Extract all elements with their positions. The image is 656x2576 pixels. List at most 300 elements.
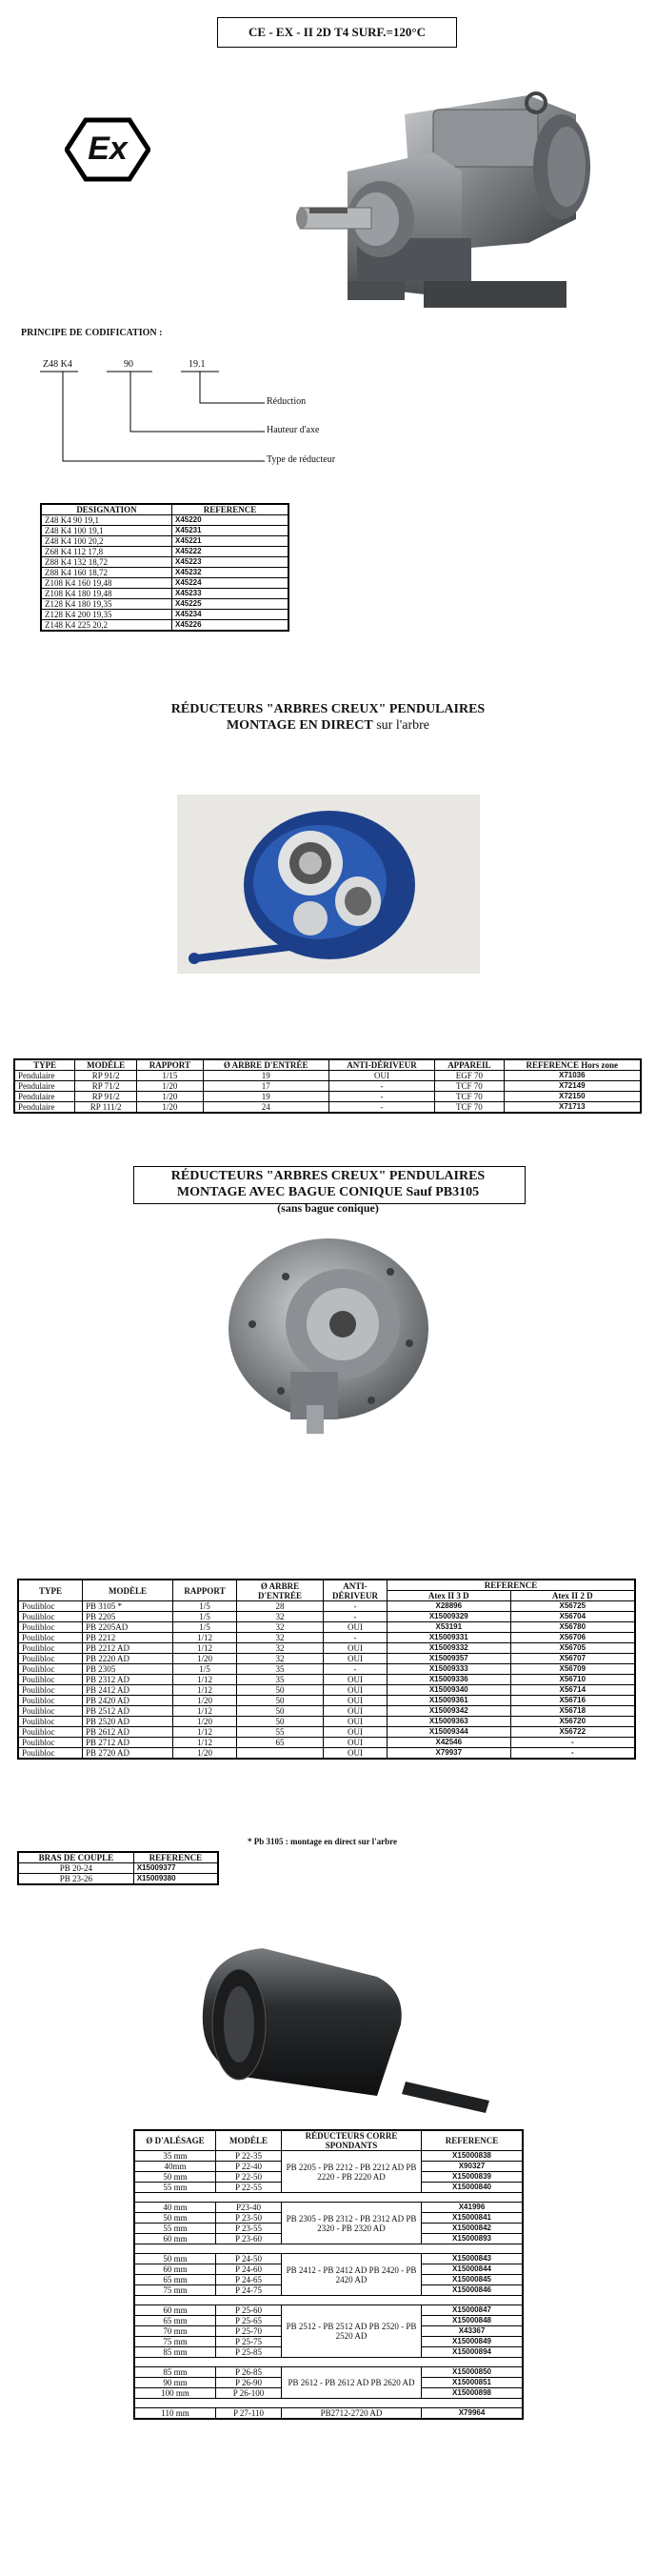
pend-cell: 19 <box>203 1071 328 1081</box>
reference-cell: X45222 <box>172 547 289 557</box>
alesage-ref-cell: X15000847 <box>422 2305 524 2316</box>
code-part-type: Z48 K4 <box>43 359 72 370</box>
pb-cell: X56707 <box>510 1654 635 1664</box>
pb-cell: X56722 <box>510 1727 635 1738</box>
pb-cell: X15009333 <box>388 1664 511 1675</box>
pb-cell: PB 2212 AD <box>83 1643 173 1654</box>
table-row <box>41 515 288 526</box>
section2-line3: (sans bague conique) <box>277 1201 379 1215</box>
table-row <box>18 1727 635 1738</box>
alesage-diam-cell: 75 mm <box>134 2285 216 2296</box>
pb-cell: OUI <box>324 1675 388 1685</box>
designation-cell: Z48 K4 100 19,1 <box>41 526 172 536</box>
alesage-ref-cell: X15000849 <box>422 2337 524 2347</box>
pend-cell: X72150 <box>504 1092 641 1102</box>
pb-cell: X56706 <box>510 1633 635 1643</box>
alesage-diam-cell: 50 mm <box>134 2213 216 2224</box>
pb-cell: - <box>324 1633 388 1643</box>
alesage-reducteurs-cell: PB 2412 - PB 2412 AD PB 2420 - PB 2420 AD <box>282 2254 422 2296</box>
pb-cell: X15009357 <box>388 1654 511 1664</box>
pb-cell: - <box>324 1601 388 1612</box>
alesage-ref-cell: X79964 <box>422 2408 524 2420</box>
alesage-diam-cell: 110 mm <box>134 2408 216 2420</box>
alesage-diam-cell: 85 mm <box>134 2367 216 2378</box>
alesage-modele-cell: P 22-40 <box>216 2162 282 2172</box>
pb-cell: X56710 <box>510 1675 635 1685</box>
pb-cell: 1/20 <box>173 1717 237 1727</box>
pend-header-cell: Ø ARBRE D'ENTRÉE <box>203 1059 328 1071</box>
pb-cell: OUI <box>324 1643 388 1654</box>
pb-cell: 1/12 <box>173 1727 237 1738</box>
alesage-table <box>133 2129 524 2420</box>
pend-cell: Pendulaire <box>14 1071 75 1081</box>
designation-cell: Z48 K4 100 20,2 <box>41 536 172 547</box>
reference-cell: X45225 <box>172 599 289 610</box>
alesage-modele-cell: P 25-65 <box>216 2316 282 2326</box>
spacer-cell <box>134 2399 523 2408</box>
pend-cell: Pendulaire <box>14 1092 75 1102</box>
pb-cell: X56780 <box>510 1622 635 1633</box>
alesage-diam-cell: 85 mm <box>134 2347 216 2358</box>
pb-subheader-atex2: Atex II 2 D <box>510 1591 635 1601</box>
pb-cell: PB 2205 <box>83 1612 173 1622</box>
pb-cell: X56714 <box>510 1685 635 1696</box>
pb-cell: Poulibloc <box>18 1696 83 1706</box>
pb-cell: PB 2720 AD <box>83 1748 173 1760</box>
table-row <box>14 1071 641 1081</box>
pb-cell: X79937 <box>388 1748 511 1760</box>
pend-cell: 1/20 <box>137 1102 203 1114</box>
pb-cell: 1/20 <box>173 1696 237 1706</box>
pb-cell: OUI <box>324 1738 388 1748</box>
alesage-modele-cell: P 23-50 <box>216 2213 282 2224</box>
alesage-ref-cell: X15000848 <box>422 2316 524 2326</box>
alesage-ref-cell: X15000842 <box>422 2224 524 2234</box>
pb-header-type: TYPE <box>18 1580 83 1601</box>
pb-cell: 35 <box>237 1675 324 1685</box>
section2-line2: MONTAGE AVEC BAGUE CONIQUE Sauf PB3105 <box>176 1185 480 1199</box>
pb-cell: 1/20 <box>173 1654 237 1664</box>
table-row <box>14 1081 641 1092</box>
pb-cell: 35 <box>237 1664 324 1675</box>
poulibloc-note: * Pb 3105 : montage en direct sur l'arbre <box>248 1837 397 1846</box>
alesage-ref-cell: X15000894 <box>422 2347 524 2358</box>
pb-cell: OUI <box>324 1706 388 1717</box>
alesage-ref-cell: X15000893 <box>422 2234 524 2244</box>
pb-cell: 50 <box>237 1706 324 1717</box>
pb-cell: Poulibloc <box>18 1738 83 1748</box>
alesage-modele-cell: P 22-55 <box>216 2183 282 2193</box>
spacer-cell <box>134 2193 523 2203</box>
pb-cell: X15009344 <box>388 1727 511 1738</box>
pb-cell: X15009342 <box>388 1706 511 1717</box>
alesage-modele-cell: P 23-55 <box>216 2224 282 2234</box>
designation-cell: Z128 K4 200 19,35 <box>41 610 172 620</box>
pb-cell: - <box>510 1748 635 1760</box>
section1-line2 <box>0 717 656 734</box>
pb-cell: Poulibloc <box>18 1717 83 1727</box>
pb-cell: 50 <box>237 1685 324 1696</box>
alesage-modele-cell: P 25-85 <box>216 2347 282 2358</box>
alesage-modele-cell: P 24-65 <box>216 2275 282 2285</box>
pb-cell <box>237 1748 324 1760</box>
alesage-diam-cell: 60 mm <box>134 2234 216 2244</box>
alesage-ref-cell: X15000846 <box>422 2285 524 2296</box>
pend-cell: Pendulaire <box>14 1081 75 1092</box>
pb-cell: 1/12 <box>173 1633 237 1643</box>
pb-header-modele: MODÈLE <box>83 1580 173 1601</box>
pb-cell: OUI <box>324 1696 388 1706</box>
reference-cell: X45220 <box>172 515 289 526</box>
reference-cell: X45223 <box>172 557 289 568</box>
alesage-modele-cell: P 22-35 <box>216 2151 282 2162</box>
table-row <box>18 1738 635 1748</box>
pend-cell: - <box>328 1081 434 1092</box>
pb-header-antideriveur: ANTI-DÉRIVEUR <box>324 1580 388 1601</box>
alesage-modele-cell: P 22-50 <box>216 2172 282 2183</box>
table-row <box>18 1675 635 1685</box>
pb-cell: X56718 <box>510 1706 635 1717</box>
alesage-modele-cell: P 25-70 <box>216 2326 282 2337</box>
pb-cell: Poulibloc <box>18 1643 83 1654</box>
alesage-ref-cell: X15000898 <box>422 2388 524 2399</box>
alesage-modele-cell: P 27-110 <box>216 2408 282 2420</box>
section1-heading <box>0 701 656 734</box>
table-row <box>18 1622 635 1633</box>
spacer-cell <box>134 2296 523 2305</box>
alesage-diam-cell: 65 mm <box>134 2275 216 2285</box>
pb-cell: Poulibloc <box>18 1622 83 1633</box>
reference-cell: X45231 <box>172 526 289 536</box>
pb-cell: 32 <box>237 1612 324 1622</box>
header-title: CE - EX - II 2D T4 SURF.=120°C <box>248 25 426 39</box>
section1-line2-bold: MONTAGE EN DIRECT <box>226 718 373 733</box>
poulibloc-photo <box>200 1229 447 1439</box>
designation-cell: Z48 K4 90 19,1 <box>41 515 172 526</box>
table-row <box>134 2203 523 2213</box>
alesage-ref-cell: X15000850 <box>422 2367 524 2378</box>
pend-cell: 1/20 <box>137 1092 203 1102</box>
pend-cell: X71036 <box>504 1071 641 1081</box>
designation-table <box>40 503 289 632</box>
pb-cell: Poulibloc <box>18 1727 83 1738</box>
alesage-modele-cell: P 26-85 <box>216 2367 282 2378</box>
reference-cell: X45233 <box>172 589 289 599</box>
section1-line1: RÉDUCTEURS "ARBRES CREUX" PENDULAIRES <box>170 702 486 716</box>
pend-cell: Pendulaire <box>14 1102 75 1114</box>
codification-title: PRINCIPE DE CODIFICATION : <box>21 328 163 338</box>
pb-cell: - <box>324 1612 388 1622</box>
reference-cell: X45234 <box>172 610 289 620</box>
pb-header-reference: REFERENCE <box>388 1580 636 1591</box>
pend-header-cell: REFERENCE Hors zone <box>504 1059 641 1071</box>
alesage-reducteurs-cell: PB 2612 - PB 2612 AD PB 2620 AD <box>282 2367 422 2399</box>
designation-cell: Z68 K4 112 17,8 <box>41 547 172 557</box>
pb-cell: 55 <box>237 1727 324 1738</box>
pend-cell: RP 71/2 <box>75 1081 137 1092</box>
bras-table <box>17 1851 219 1885</box>
pb-cell: X15009361 <box>388 1696 511 1706</box>
table-row <box>18 1633 635 1643</box>
code-part-height: 90 <box>124 359 133 370</box>
alesage-ref-cell: X90327 <box>422 2162 524 2172</box>
pendular-table <box>13 1058 642 1114</box>
pend-cell: EGF 70 <box>435 1071 504 1081</box>
alesage-diam-cell: 60 mm <box>134 2305 216 2316</box>
pend-header-cell: APPAREIL <box>435 1059 504 1071</box>
alesage-diam-cell: 60 mm <box>134 2264 216 2275</box>
pb-cell: PB 2212 <box>83 1633 173 1643</box>
pb-cell: Poulibloc <box>18 1612 83 1622</box>
pend-header-cell: RAPPORT <box>137 1059 203 1071</box>
code-part-ratio: 19.1 <box>189 359 206 370</box>
designation-cell: Z108 K4 180 19,48 <box>41 589 172 599</box>
pb-cell: X56705 <box>510 1643 635 1654</box>
pb-cell: 1/20 <box>173 1748 237 1760</box>
alesage-reducteurs-cell: PB 2205 - PB 2212 - PB 2212 AD PB 2220 - PB 2220 AD <box>282 2151 422 2193</box>
table-row <box>18 1685 635 1696</box>
table-row <box>41 557 288 568</box>
pb-cell: Poulibloc <box>18 1633 83 1643</box>
pb-cell: PB 2220 AD <box>83 1654 173 1664</box>
pb-cell: OUI <box>324 1654 388 1664</box>
pb-cell: 32 <box>237 1622 324 1633</box>
pb-cell: PB 2612 AD <box>83 1727 173 1738</box>
bras-ref-cell: X15009377 <box>133 1863 218 1874</box>
alesage-diam-cell: 55 mm <box>134 2183 216 2193</box>
table-row <box>18 1664 635 1675</box>
pb-cell: X56709 <box>510 1664 635 1675</box>
pb-cell: OUI <box>324 1748 388 1760</box>
pb-cell: Poulibloc <box>18 1706 83 1717</box>
pb-cell: X15009340 <box>388 1685 511 1696</box>
pend-cell: X72149 <box>504 1081 641 1092</box>
alesage-ref-cell: X41996 <box>422 2203 524 2213</box>
reference-cell: X45232 <box>172 568 289 578</box>
table-row <box>18 1612 635 1622</box>
pb-cell: 32 <box>237 1633 324 1643</box>
label-type: Type de réducteur <box>267 454 336 465</box>
bushing-photo <box>187 1934 497 2115</box>
pb-cell: PB 2305 <box>83 1664 173 1675</box>
pb-cell: Poulibloc <box>18 1748 83 1760</box>
alesage-reducteurs-cell: PB 2512 - PB 2512 AD PB 2520 - PB 2520 AD <box>282 2305 422 2358</box>
table-row <box>18 1696 635 1706</box>
pb-cell: 50 <box>237 1717 324 1727</box>
pb-cell: X56704 <box>510 1612 635 1622</box>
designation-cell: Z128 K4 180 19,35 <box>41 599 172 610</box>
group-spacer <box>134 2358 523 2367</box>
table-row <box>18 1601 635 1612</box>
reference-header: REFERENCE <box>172 504 289 515</box>
alesage-ref-cell: X15000838 <box>422 2151 524 2162</box>
pb-cell: 1/12 <box>173 1738 237 1748</box>
pb-cell: PB 2520 AD <box>83 1717 173 1727</box>
table-row <box>18 1706 635 1717</box>
alesage-diam-cell: 100 mm <box>134 2388 216 2399</box>
table-row <box>41 620 288 632</box>
pend-cell: 19 <box>203 1092 328 1102</box>
section2-line1: RÉDUCTEURS "ARBRES CREUX" PENDULAIRES <box>170 1169 486 1183</box>
alesage-modele-cell: P 23-60 <box>216 2234 282 2244</box>
pend-cell: 1/20 <box>137 1081 203 1092</box>
alesage-diam-cell: 40 mm <box>134 2203 216 2213</box>
pb-cell: X15009332 <box>388 1643 511 1654</box>
pend-cell: TCF 70 <box>435 1081 504 1092</box>
bras-header: BRAS DE COUPLE <box>18 1852 133 1863</box>
group-spacer <box>134 2296 523 2305</box>
spacer-cell <box>134 2244 523 2254</box>
pend-cell: OUI <box>328 1071 434 1081</box>
alesage-ref-cell: X43367 <box>422 2326 524 2337</box>
pb-cell: X15009363 <box>388 1717 511 1727</box>
pb-cell: Poulibloc <box>18 1601 83 1612</box>
alesage-diam-cell: 50 mm <box>134 2172 216 2183</box>
pb-cell: OUI <box>324 1717 388 1727</box>
alesage-diam-cell: 55 mm <box>134 2224 216 2234</box>
pb-cell: - <box>324 1664 388 1675</box>
pb-cell: 1/12 <box>173 1675 237 1685</box>
alesage-ref-cell: X15000841 <box>422 2213 524 2224</box>
pb-cell: Poulibloc <box>18 1654 83 1664</box>
table-row <box>134 2367 523 2378</box>
table-row <box>18 1643 635 1654</box>
alesage-ref-cell: X15000845 <box>422 2275 524 2285</box>
section2-heading <box>0 1168 656 1217</box>
reference-cell: X45224 <box>172 578 289 589</box>
pb-cell: Poulibloc <box>18 1685 83 1696</box>
alesage-reducteurs-cell: PB 2305 - PB 2312 - PB 2312 AD PB 2320 - PB 2320 AD <box>282 2203 422 2244</box>
alesage-ref-cell: X15000844 <box>422 2264 524 2275</box>
pb-cell: 1/12 <box>173 1706 237 1717</box>
alesage-diam-cell: 65 mm <box>134 2316 216 2326</box>
codification-lines <box>0 0 656 476</box>
alesage-diam-cell: 40mm <box>134 2162 216 2172</box>
spacer-cell <box>134 2358 523 2367</box>
pb-cell: 1/5 <box>173 1622 237 1633</box>
bras-cell: PB 20-24 <box>18 1863 133 1874</box>
pb-cell: PB 2512 AD <box>83 1706 173 1717</box>
group-spacer <box>134 2244 523 2254</box>
alesage-diam-cell: 70 mm <box>134 2326 216 2337</box>
pb-cell: PB 2712 AD <box>83 1738 173 1748</box>
pend-cell: RP 111/2 <box>75 1102 137 1114</box>
pb-cell: OUI <box>324 1622 388 1633</box>
table-row <box>41 589 288 599</box>
alesage-modele-cell: P 24-50 <box>216 2254 282 2264</box>
table-row <box>134 2305 523 2316</box>
alesage-header-ref: REFERENCE <box>422 2130 524 2151</box>
pb-subheader-atex3: Atex II 3 D <box>388 1591 511 1601</box>
alesage-modele-cell: P 24-60 <box>216 2264 282 2275</box>
pb-cell: 28 <box>237 1601 324 1612</box>
table-row <box>134 2408 523 2420</box>
pend-cell: TCF 70 <box>435 1092 504 1102</box>
table-row <box>41 610 288 620</box>
pend-cell: X71713 <box>504 1102 641 1114</box>
alesage-header-diam: Ø D'ALÉSAGE <box>134 2130 216 2151</box>
table-row <box>41 526 288 536</box>
label-hauteur: Hauteur d'axe <box>267 425 320 435</box>
alesage-ref-cell: X15000843 <box>422 2254 524 2264</box>
pb-cell: Poulibloc <box>18 1675 83 1685</box>
table-row <box>18 1654 635 1664</box>
poulibloc-table <box>17 1579 636 1760</box>
label-reduction: Réduction <box>267 396 307 407</box>
designation-cell: Z88 K4 132 18,72 <box>41 557 172 568</box>
table-row <box>14 1092 641 1102</box>
pb-cell: 65 <box>237 1738 324 1748</box>
alesage-diam-cell: 90 mm <box>134 2378 216 2388</box>
pb-cell: X56720 <box>510 1717 635 1727</box>
alesage-reducteurs-cell: PB2712-2720 AD <box>282 2408 422 2420</box>
table-row <box>41 599 288 610</box>
group-spacer <box>134 2193 523 2203</box>
pb-cell: PB 2205AD <box>83 1622 173 1633</box>
pend-cell: 17 <box>203 1081 328 1092</box>
table-row <box>134 2254 523 2264</box>
pend-cell: RP 91/2 <box>75 1092 137 1102</box>
pb-cell: 1/12 <box>173 1685 237 1696</box>
pend-header-cell: MODÈLE <box>75 1059 137 1071</box>
alesage-ref-cell: X15000851 <box>422 2378 524 2388</box>
alesage-modele-cell: P 26-90 <box>216 2378 282 2388</box>
designation-cell: Z108 K4 160 19,48 <box>41 578 172 589</box>
pb-cell: X15009329 <box>388 1612 511 1622</box>
pend-header-cell: TYPE <box>14 1059 75 1071</box>
designation-cell: Z88 K4 160 18,72 <box>41 568 172 578</box>
pend-cell: TCF 70 <box>435 1102 504 1114</box>
pend-cell: 24 <box>203 1102 328 1114</box>
pb-cell: X53191 <box>388 1622 511 1633</box>
pend-cell: 1/15 <box>137 1071 203 1081</box>
alesage-ref-cell: X15000840 <box>422 2183 524 2193</box>
pendular-photo <box>177 795 480 974</box>
alesage-modele-cell: P 24-75 <box>216 2285 282 2296</box>
alesage-modele-cell: P 25-60 <box>216 2305 282 2316</box>
table-row <box>14 1102 641 1114</box>
pb-cell: X15009331 <box>388 1633 511 1643</box>
table-row <box>18 1717 635 1727</box>
reference-cell: X45221 <box>172 536 289 547</box>
alesage-header-reducteurs: RÉDUCTEURS CORRE SPONDANTS <box>282 2130 422 2151</box>
pb-cell: X28896 <box>388 1601 511 1612</box>
alesage-header-modele: MODÈLE <box>216 2130 282 2151</box>
table-row <box>134 2151 523 2162</box>
pb-cell: X56725 <box>510 1601 635 1612</box>
pb-header-arbre: Ø ARBRE D'ENTRÉE <box>237 1580 324 1601</box>
pb-cell: PB 2412 AD <box>83 1685 173 1696</box>
reference-cell: X45226 <box>172 620 289 632</box>
section1-line2-rest: sur l'arbre <box>372 718 430 733</box>
pb-cell: OUI <box>324 1685 388 1696</box>
pb-cell: - <box>510 1738 635 1748</box>
alesage-modele-cell: P 25-75 <box>216 2337 282 2347</box>
pb-cell: PB 2312 AD <box>83 1675 173 1685</box>
pb-cell: 1/5 <box>173 1612 237 1622</box>
pend-cell: - <box>328 1092 434 1102</box>
designation-header: DESIGNATION <box>41 504 172 515</box>
pb-cell: 1/5 <box>173 1664 237 1675</box>
pend-cell: - <box>328 1102 434 1114</box>
pb-cell: 1/12 <box>173 1643 237 1654</box>
pb-cell: X56716 <box>510 1696 635 1706</box>
table-row <box>18 1874 218 1885</box>
pend-header-cell: ANTI-DÉRIVEUR <box>328 1059 434 1071</box>
table-row <box>41 568 288 578</box>
ex-logo-text: Ex <box>88 131 128 167</box>
alesage-diam-cell: 75 mm <box>134 2337 216 2347</box>
